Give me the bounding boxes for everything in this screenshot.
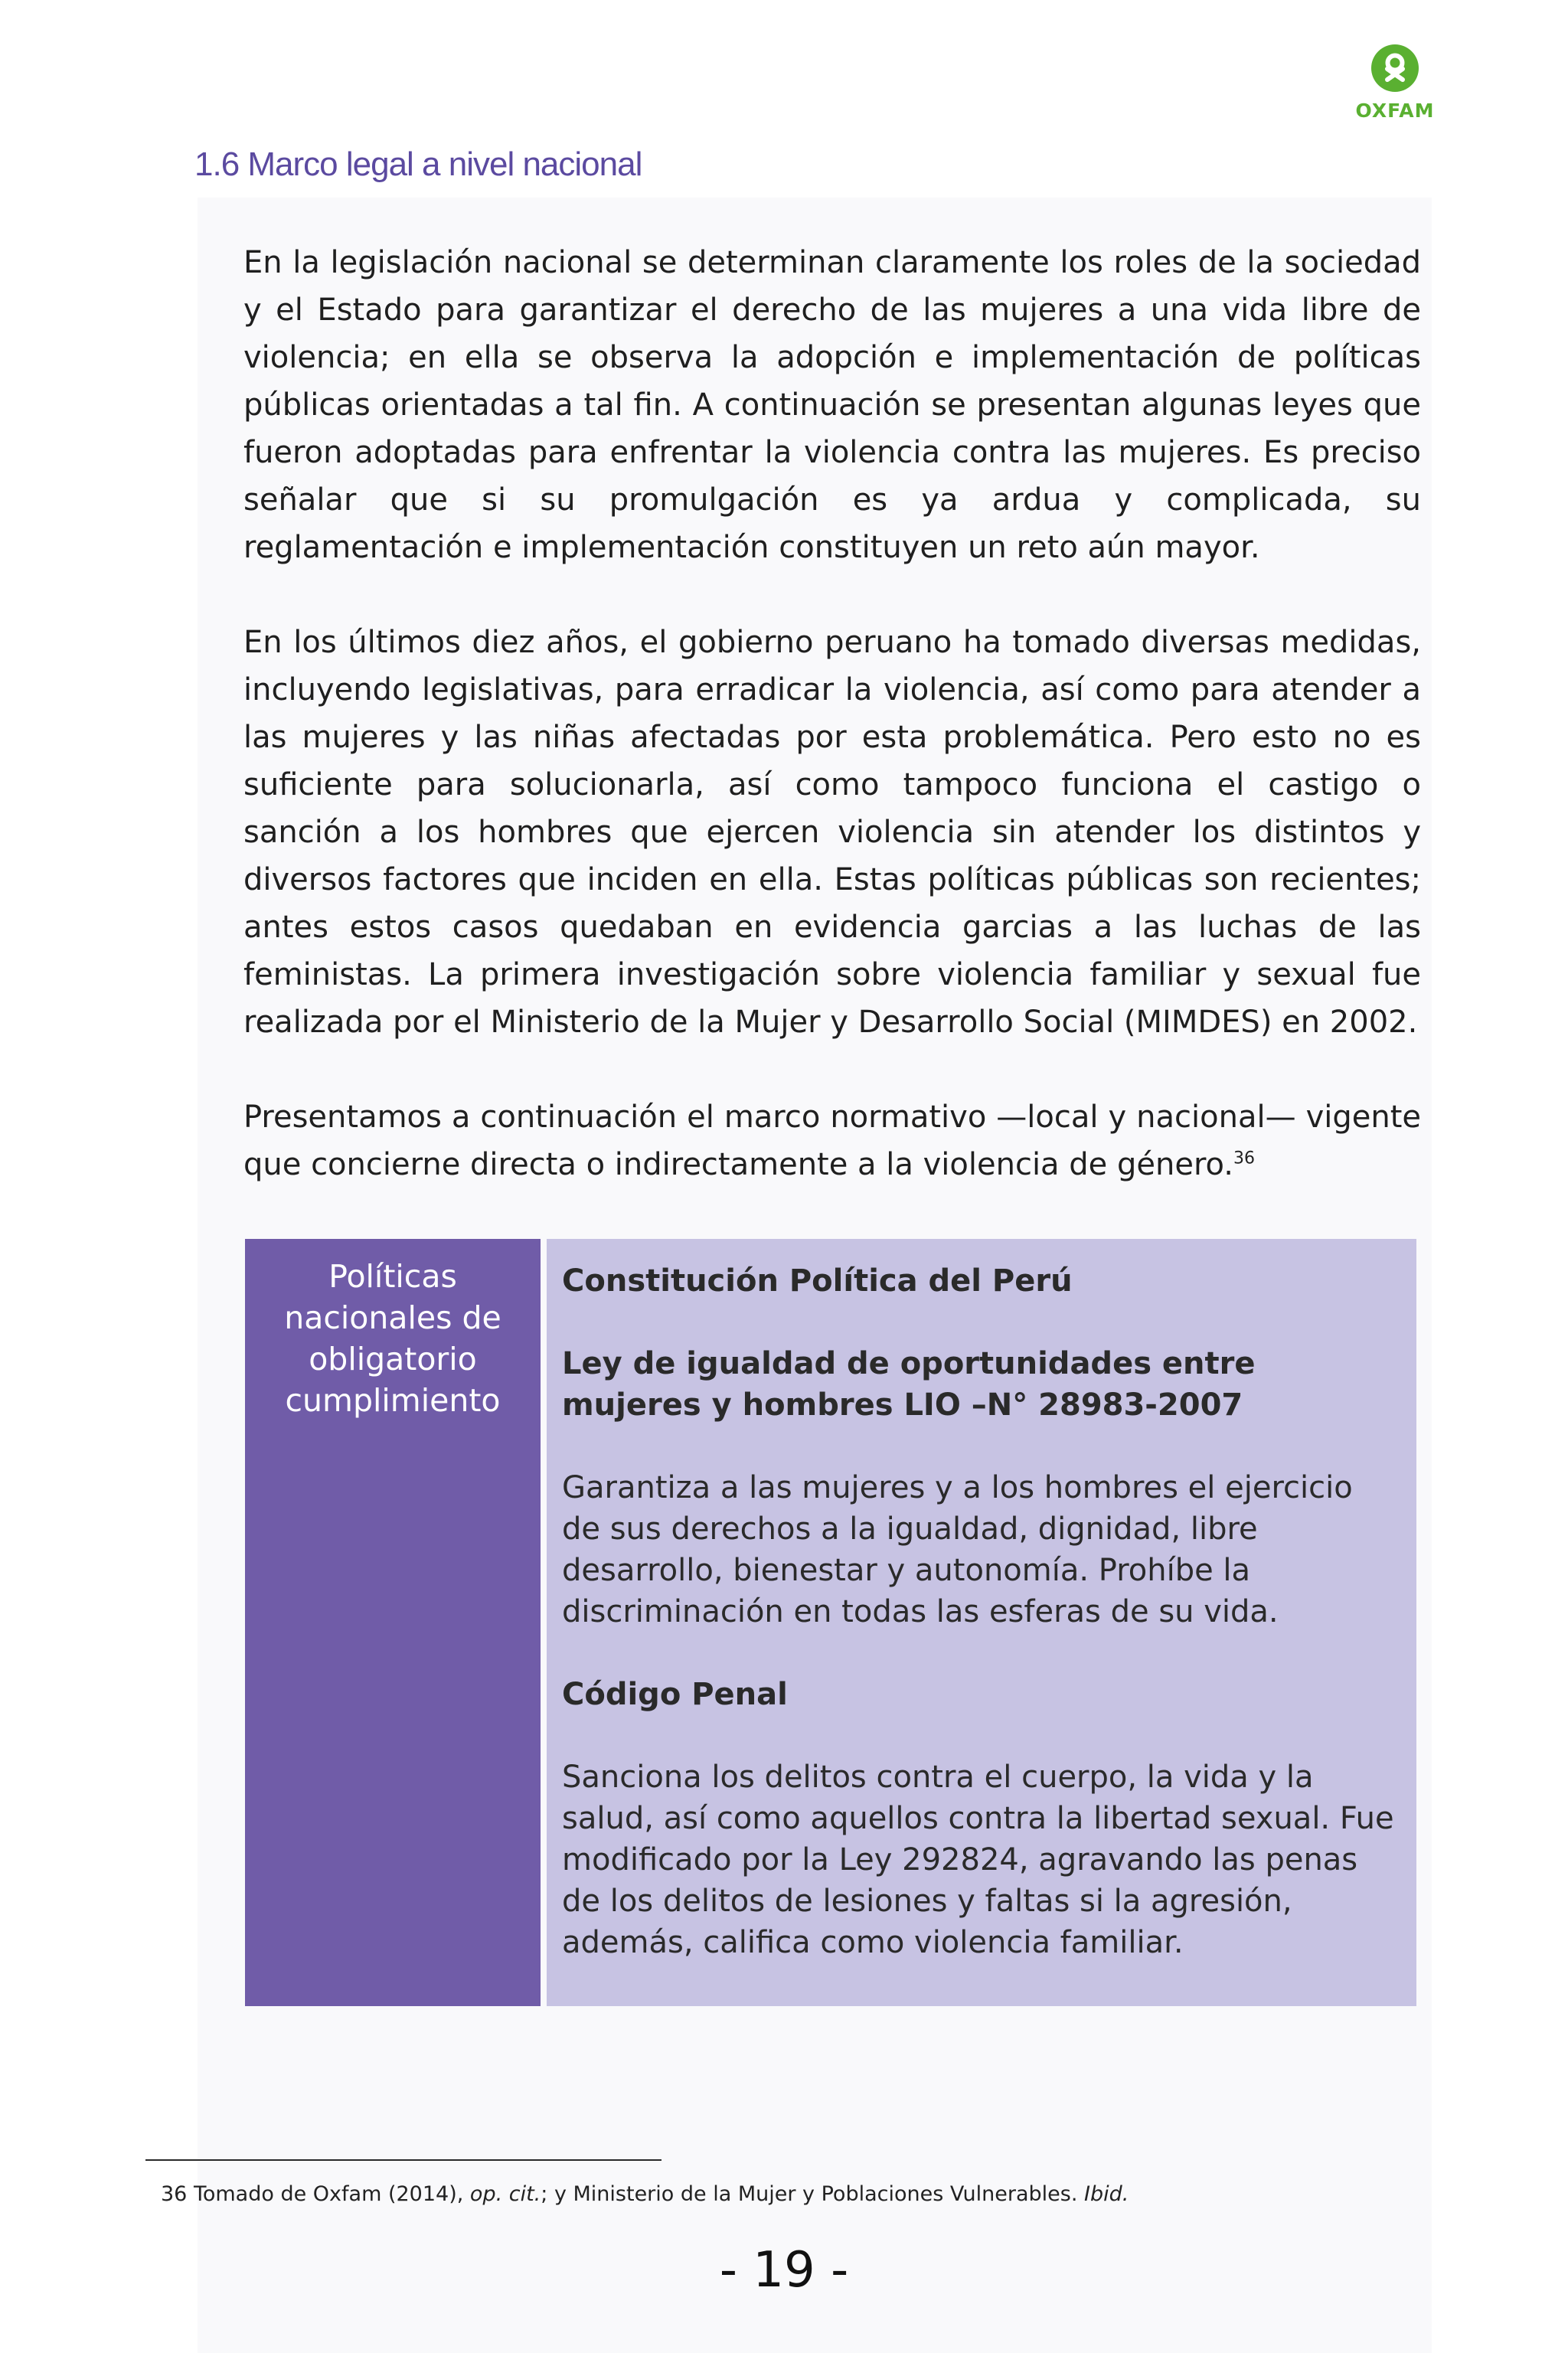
footnote-italic-b: Ibid. — [1083, 2182, 1129, 2206]
law-title-constitucion: Constitución Política del Perú — [562, 1263, 1073, 1299]
oxfam-logo — [1352, 44, 1438, 122]
paragraph-marco-normativo — [243, 1093, 1421, 1188]
law-description-lio: Garantiza a las mujeres y a los hombres el ejercicio de sus derechos a la igualdad, dignidad, libre desarrollo, bienestar y autonomía. Prohíbe la discriminación en todas las esferas de su vida. — [562, 1470, 1353, 1629]
policy-category-label: Políticas nacionales de obligatorio cumplimiento — [284, 1258, 501, 1419]
paragraph-legislacion: En la legislación nacional se determinan claramente los roles de la sociedad y el Estado para garantizar el derecho de las mujeres a una vida libre de violencia; en ella se observa la adopción e implementación de políticas públicas orientadas a tal fin. A continuación se presentan algunas leyes que fueron adoptadas para enfrentar la violencia contra las mujeres. Es preciso señalar que si su promulgación es ya ardua y complicada, su reglamentación e implementación constituyen un reto aún mayor. — [243, 245, 1421, 565]
logo-text: OXFAM — [1355, 100, 1435, 122]
footnote-reference[interactable]: 36 — [1233, 1149, 1256, 1168]
page-number: - 19 - — [719, 2242, 849, 2299]
oxfam-logo-icon — [1371, 44, 1419, 92]
policy-table — [245, 1239, 1416, 2006]
paragraph-marco-normativo-text: Presentamos a continuación el marco normativo —local y nacional— vigente que concierne directa o indirectamente a la violencia de género. — [243, 1100, 1421, 1182]
section-title: 1.6 Marco legal a nivel nacional — [194, 145, 642, 183]
footnote-italic-a: op. cit. — [469, 2182, 541, 2206]
paragraph-ultimos-anos: En los últimos diez años, el gobierno peruano ha tomado diversas medidas, incluyendo legislativas, para erradicar la violencia, así como para atender a las mujeres y las niñas afectadas por esta problemática. Pero esto no es suficiente para solucionarla, así como tampoco funciona el castigo o sanción a los hombres que ejercen violencia sin atender los distintos y diversos factores que inciden en ella. Estas políticas públicas son recientes; antes estos casos quedaban en evidencia garcias a las luchas de las feministas. La primera investigación sobre violencia familiar y sexual fue realizada por el Ministerio de la Mujer y Desarrollo Social (MIMDES) en 2002. — [243, 625, 1421, 1040]
policy-content-cell — [547, 1239, 1416, 2006]
policy-category-cell — [245, 1239, 541, 2006]
footnote-text-a: Tomado de Oxfam (2014), — [193, 2182, 470, 2206]
law-title-codigo-penal: Código Penal — [562, 1677, 788, 1712]
footnote — [161, 2181, 1129, 2208]
footnote-divider — [145, 2159, 662, 2161]
footnote-text-b: ; y Ministerio de la Mujer y Poblaciones Vulnerables. — [541, 2182, 1084, 2206]
law-description-codigo-penal: Sanciona los delitos contra el cuerpo, la vida y la salud, así como aquellos contra la libertad sexual. Fue modificado por la Ley 292824, agravando las penas de los delitos de lesiones y faltas si la agresión, además, califica como violencia familiar. — [562, 1760, 1394, 1960]
law-title-lio: Ley de igualdad de oportunidades entre mujeres y hombres LIO –N° 28983-2007 — [562, 1346, 1256, 1423]
footnote-number: 36 — [161, 2182, 188, 2206]
